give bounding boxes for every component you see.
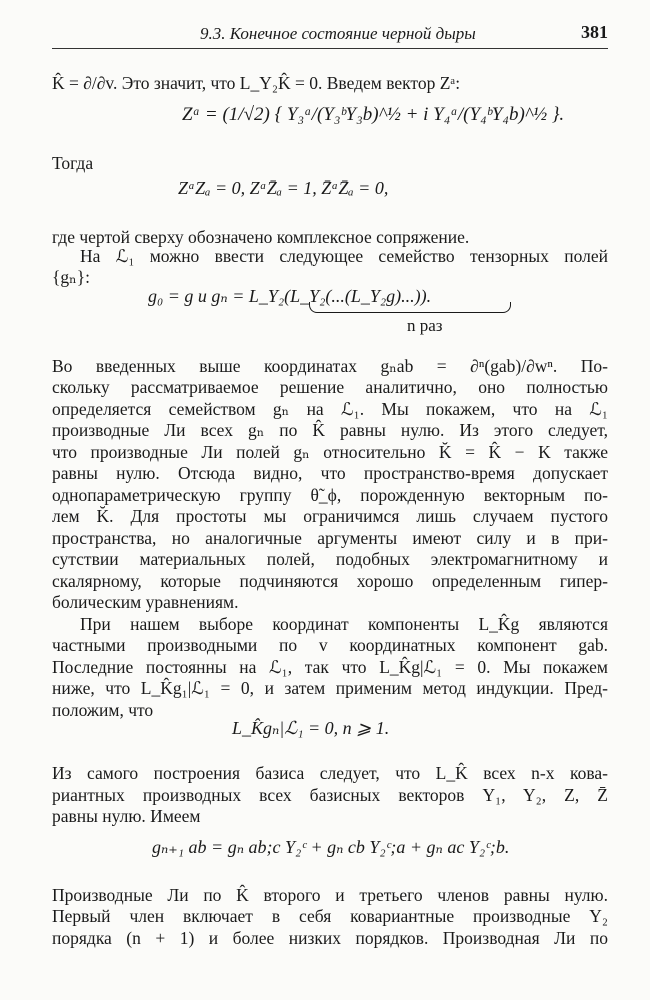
equation-normalization: ZᵃZₐ = 0, ZᵃZ̄ₐ = 1, Z̄ᵃZ̄ₐ = 0, bbox=[178, 178, 389, 198]
text-line: определяется семейством gₙ на ℒ₁. Мы покажем, что на ℒ₁ bbox=[52, 399, 608, 419]
text-line: Во введенных выше координатах gₙab = ∂ⁿ(gab)/∂wⁿ. По- bbox=[52, 356, 608, 376]
text-line: Производные Ли по K̂ второго и третьего членов равны нулю. bbox=[52, 885, 608, 905]
text-line: Последние постоянны на ℒ₁, так что L_K̂g|ℒ₁ = 0. Мы покажем bbox=[52, 657, 608, 677]
page-number: 381 bbox=[581, 22, 608, 42]
text-line: производные Ли всех gₙ по K̂ равны нулю. Из этого следует, bbox=[52, 420, 608, 440]
text-line: лем K̆. Для простоты мы ограничимся лишь случаем пустого bbox=[52, 506, 608, 526]
text-line: На ℒ₁ можно ввести следующее семейство тензорных полей bbox=[80, 246, 608, 266]
text-line: что производные Ли полей gₙ относительно K̆ = K̂ − K также bbox=[52, 442, 608, 462]
equation-g-family: g₀ = g и gₙ = L_Y₂(L_Y₂(...(L_Y₂g)...)). bbox=[148, 286, 432, 306]
running-header bbox=[52, 22, 608, 49]
text-line: Из самого построения базиса следует, что L_K̂ всех n-х кова- bbox=[52, 763, 608, 783]
text-line: равны нулю. Отсюда видно, что пространство-время допускает bbox=[52, 463, 608, 483]
text-line: скольку рассматриваемое решение аналитично, оно полностью bbox=[52, 377, 608, 397]
text-line: порядка (n + 1) и более низких порядков. Производная Ли по bbox=[52, 928, 608, 948]
text-line: скалярному, которые подчиняются хорошо определенным гипер- bbox=[52, 571, 608, 591]
underbrace bbox=[309, 302, 511, 313]
text-line: Первый член включает в себя ковариантные производные Y₂ bbox=[52, 906, 608, 926]
text-line: Тогда bbox=[52, 153, 94, 173]
equation-induction: L_K̂gₙ|ℒ₁ = 0, n ⩾ 1. bbox=[232, 718, 390, 738]
text-line: где чертой сверху обозначено комплексное сопряжение. bbox=[52, 227, 470, 247]
text-line: положим, что bbox=[52, 700, 154, 720]
underbrace-label: n раз bbox=[407, 316, 443, 335]
text-line: {gₙ}: bbox=[52, 267, 90, 287]
text-line: риантных производных всех базисных векторов Y₁, Y₂, Z, Z̄ bbox=[52, 785, 608, 805]
text-line: однопараметрическую группу θ̃_ϕ, порожденную векторным по- bbox=[52, 485, 608, 505]
text-line: равны нулю. Имеем bbox=[52, 806, 201, 826]
text-line: ниже, что L_K̂g₁|ℒ₁ = 0, и затем применим метод индукции. Пред- bbox=[52, 678, 608, 698]
text-line: K̂ = ∂/∂v. Это значит, что L_Y₂K̂ = 0. Введем вектор Zᵃ: bbox=[52, 73, 461, 93]
text-line: болическим уравнениям. bbox=[52, 592, 239, 612]
equation-z-vector: Zᵃ = (1/√2) { Y₃ᵃ/(Y₃ᵇY₃b)^½ + i Y₄ᵃ/(Y₄ᵇY₄b)^½ }. bbox=[182, 104, 565, 125]
text-line: сутствии материальных полей, подобных электромагнитному и bbox=[52, 549, 608, 569]
text-line: При нашем выборе координат компоненты L_K̂g являются bbox=[80, 614, 608, 634]
text-line: пространства, но аналогичные аргументы имеют силу и в при- bbox=[52, 528, 608, 548]
equation-recursion: gₙ₊₁ ab = gₙ ab;c Y₂ᶜ + gₙ cb Y₂ᶜ;a + gₙ ac Y₂ᶜ;b. bbox=[152, 837, 510, 857]
section-title: 9.3. Конечное состояние черной дыры bbox=[200, 24, 476, 43]
text-line: частными производными по v координатных компонент gab. bbox=[52, 635, 608, 655]
